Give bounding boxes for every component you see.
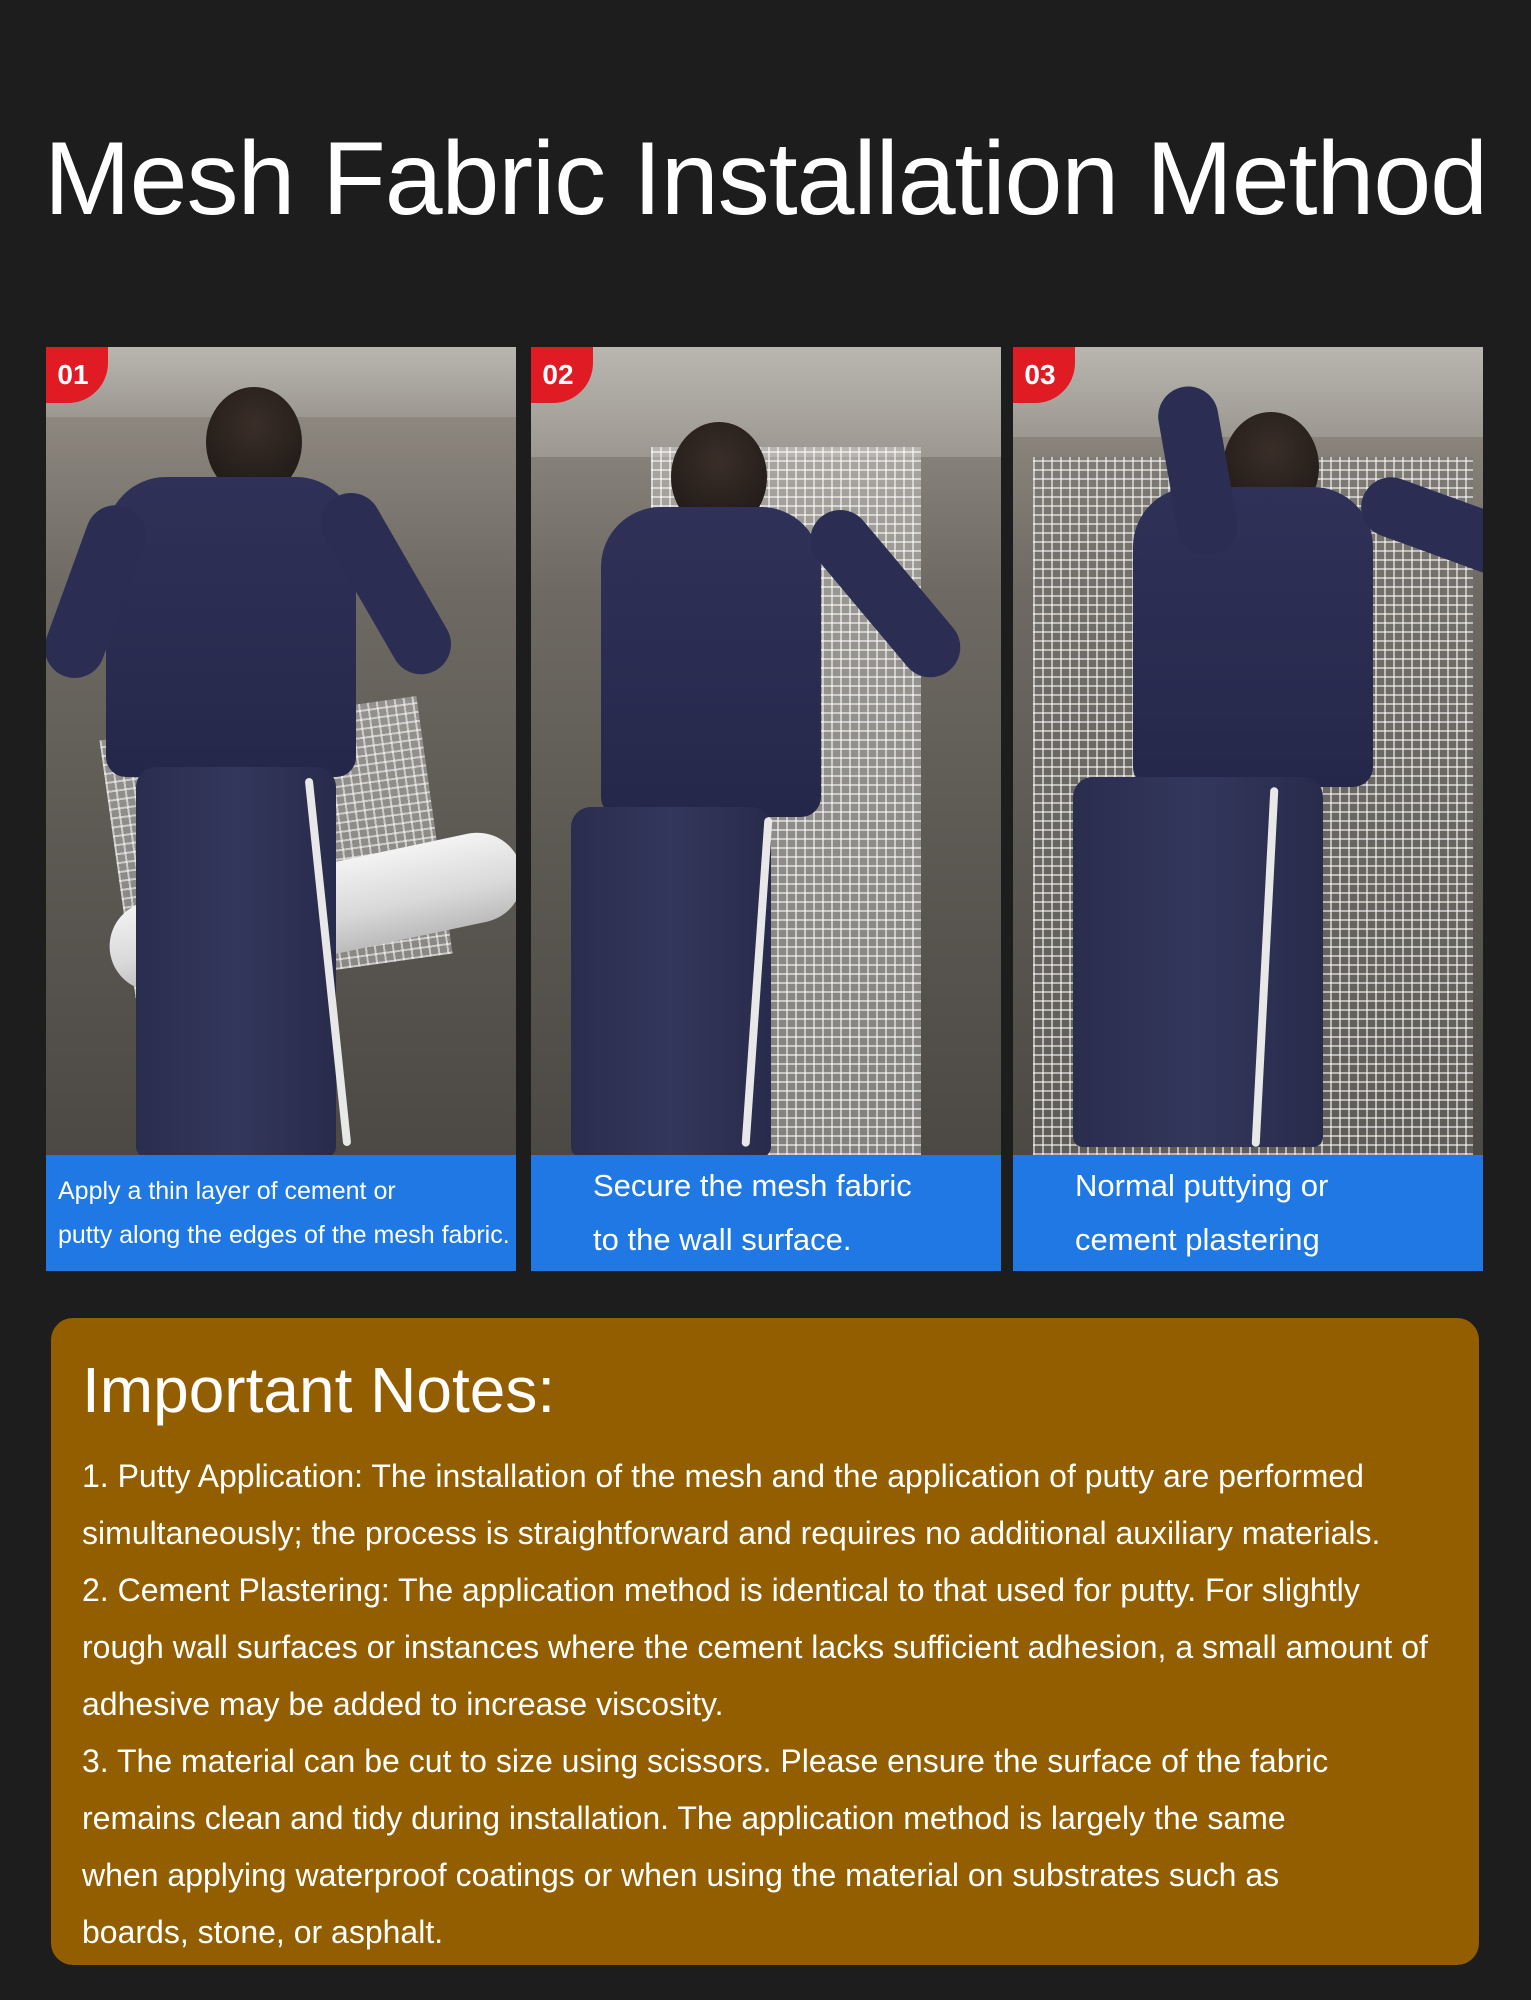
page-title: Mesh Fabric Installation Method: [43, 121, 1488, 237]
step-photo-2: [531, 347, 1001, 1155]
important-notes-panel: [51, 1318, 1479, 1965]
caption-line: cement plastering: [1075, 1222, 1320, 1257]
notes-heading: Important Notes:: [82, 1354, 556, 1426]
ceiling: [531, 347, 1001, 457]
step-number-badge: 02: [531, 347, 593, 403]
step-caption: [1013, 1155, 1483, 1271]
notes-line: boards, stone, or asphalt.: [82, 1914, 444, 1950]
caption-line: Apply a thin layer of cement or: [58, 1177, 396, 1205]
notes-line: rough wall surfaces or instances where the cement lacks sufficient adhesion, a small amount of: [82, 1629, 1428, 1665]
notes-line: 1. Putty Application: The installation of the mesh and the application of putty are performed: [82, 1458, 1364, 1494]
step-caption: [46, 1155, 516, 1271]
notes-line: when applying waterproof coatings or when using the material on substrates such as: [82, 1857, 1280, 1893]
notes-line: adhesive may be added to increase viscosity.: [82, 1686, 724, 1722]
notes-line: 2. Cement Plastering: The application method is identical to that used for putty. For slightly: [82, 1572, 1360, 1608]
steps-row: [0, 347, 1531, 1271]
notes-line: simultaneously; the process is straightforward and requires no additional auxiliary materials.: [82, 1515, 1381, 1551]
step-photo-3: [1013, 347, 1483, 1155]
notes-body: [82, 1448, 1449, 1961]
caption-line: Secure the mesh fabric: [593, 1168, 912, 1203]
caption-line: putty along the edges of the mesh fabric.: [58, 1221, 510, 1249]
caption-line: to the wall surface.: [593, 1222, 852, 1257]
step-number-badge: 03: [1013, 347, 1075, 403]
notes-line: remains clean and tidy during installation. The application method is largely the same: [82, 1800, 1286, 1836]
step-photo-1: [46, 347, 516, 1155]
notes-line: 3. The material can be cut to size using scissors. Please ensure the surface of the fabric: [82, 1743, 1329, 1779]
step-card-3: [1013, 347, 1483, 1271]
caption-line: Normal puttying or: [1075, 1168, 1329, 1203]
step-number-badge: 01: [46, 347, 108, 403]
step-card-2: [531, 347, 1001, 1271]
step-card-1: [46, 347, 516, 1271]
step-caption: [531, 1155, 1001, 1271]
